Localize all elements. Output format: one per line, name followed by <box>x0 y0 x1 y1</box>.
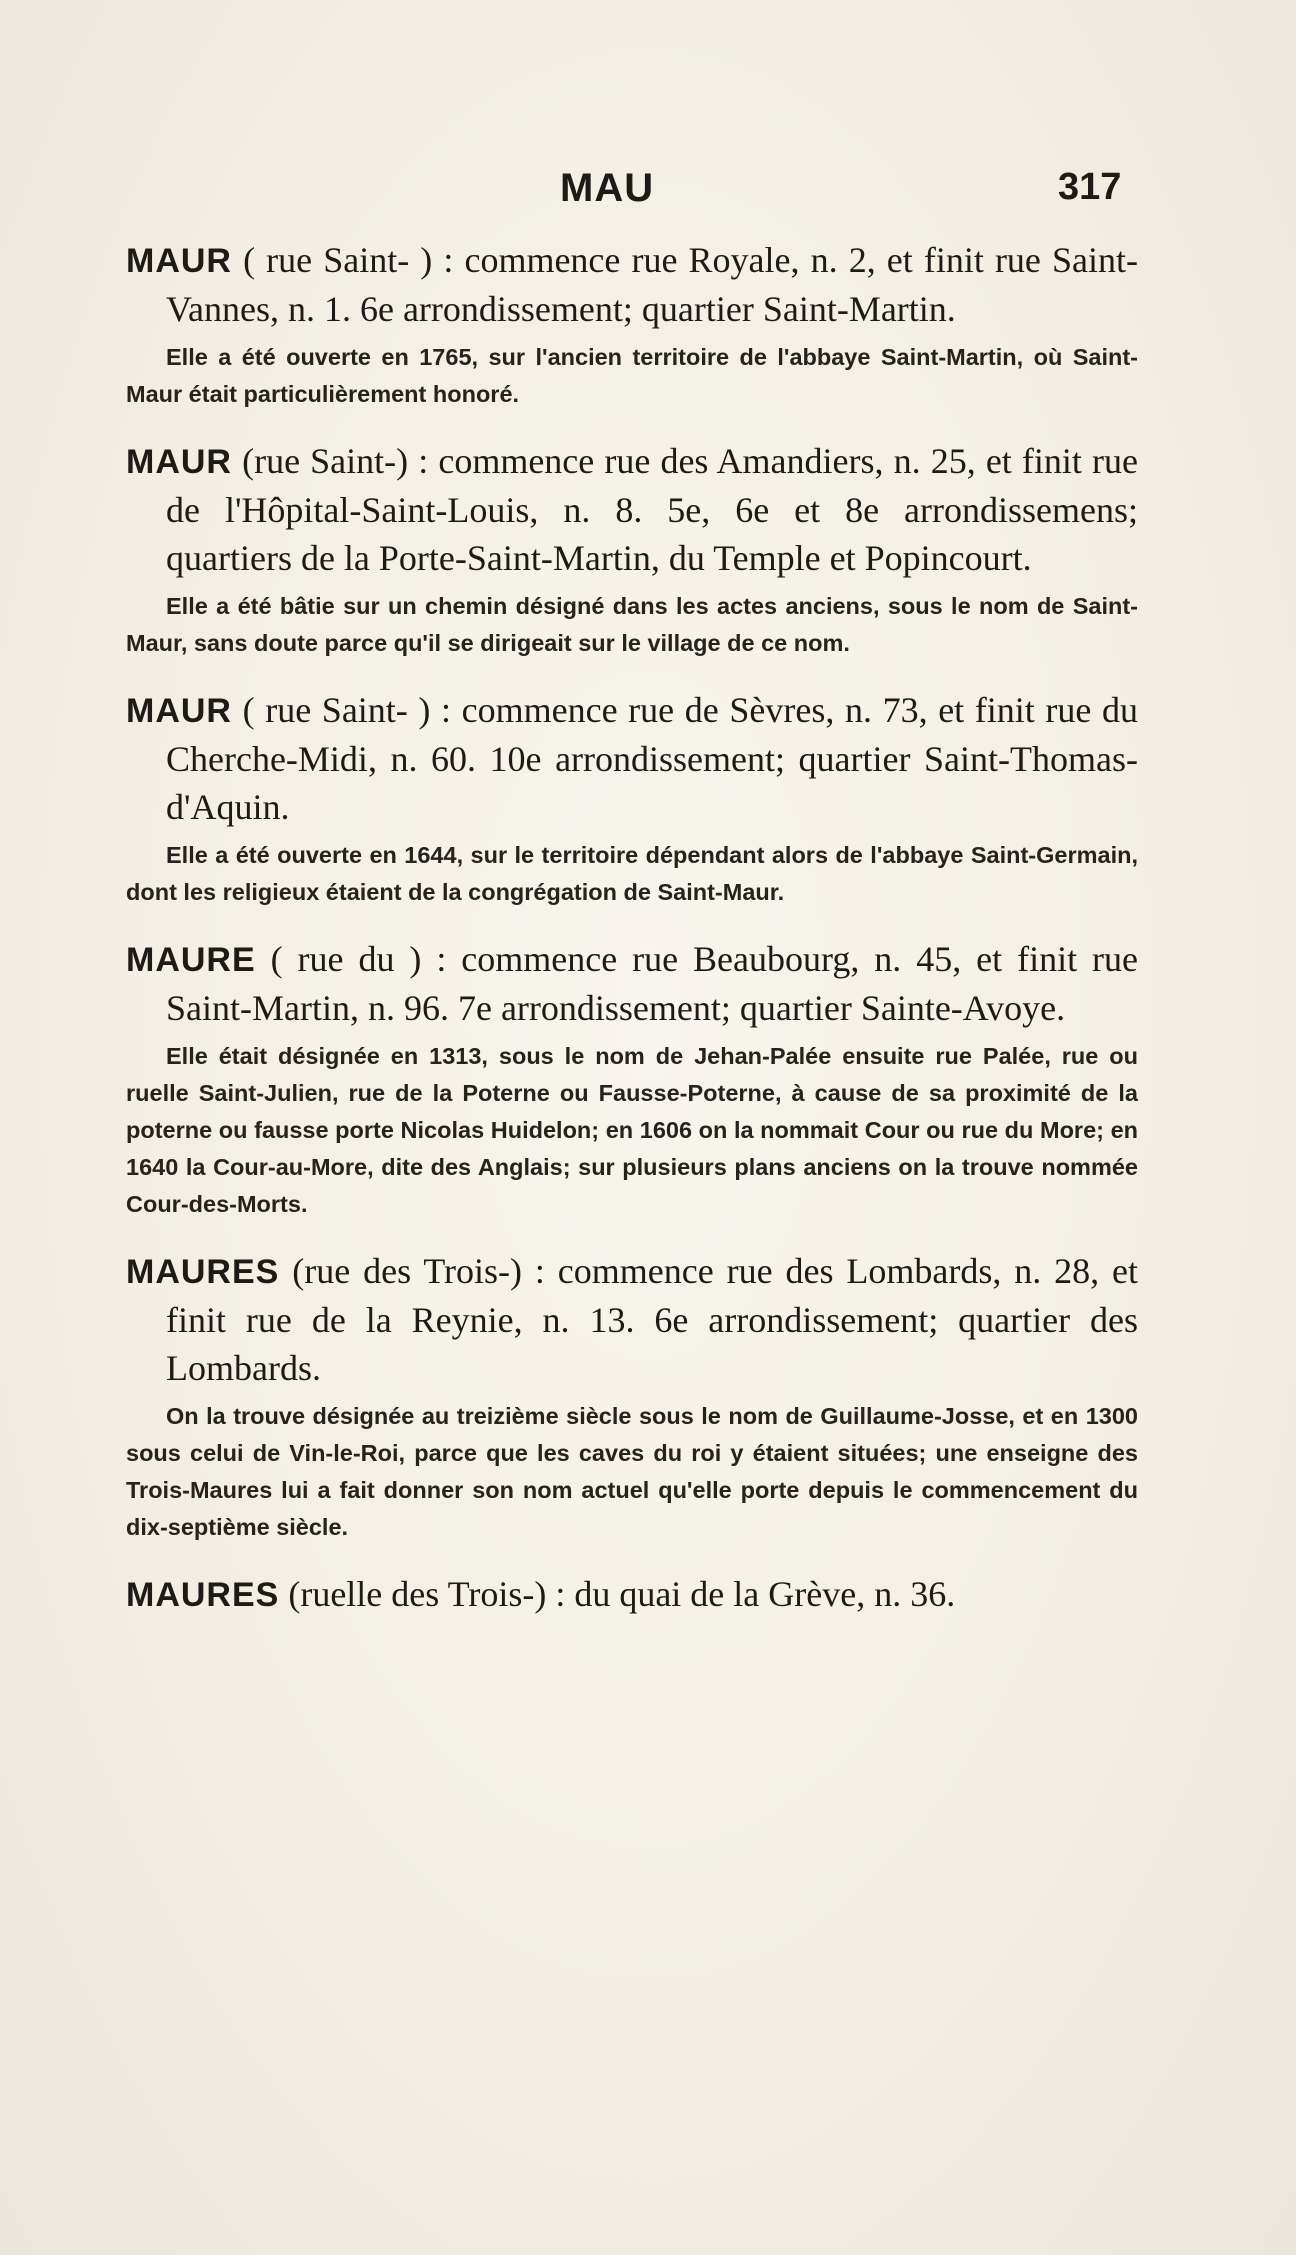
entry-note: On la trouve désignée au treizième siècle sous le nom de Guillaume-Josse, et en 1300 sous celui de Vin-le-Roi, parce que les caves du roi y étaient situées; une enseigne des Trois-Maures lui a fait donner son nom actuel qu'elle porte depuis le commencement du dix-septième siècle. <box>126 1403 1138 1540</box>
entry-name: MAUR <box>126 692 232 730</box>
entry-5 <box>126 1247 1138 1546</box>
entry-description: (ruelle des Trois-) : du quai de la Grève, n. 36. <box>279 1574 956 1614</box>
running-head <box>0 166 1296 216</box>
entry-name: MAUR <box>126 242 232 280</box>
entry-description: ( rue du ) : commence rue Beaubourg, n. 45, et finit rue Saint-Martin, n. 96. 7e arrondissement; quartier Sainte-Avoye. <box>166 939 1138 1028</box>
entry-note: Elle était désignée en 1313, sous le nom de Jehan-Palée ensuite rue Palée, rue ou ruelle Saint-Julien, rue de la Poterne ou Fausse-Poterne, à cause de sa proximité de la poterne ou fausse porte Nicolas Huidelon; en 1606 on la nommait Cour ou rue du More; en 1640 la Cour-au-More, dite des Anglais; sur plusieurs plans anciens on la trouve nommée Cour-des-Morts. <box>126 1043 1138 1217</box>
page-number: 317 <box>1058 166 1122 208</box>
entry-6 <box>126 1570 1138 1619</box>
entry-name: MAURES <box>126 1576 280 1614</box>
entry-note: Elle a été ouverte en 1765, sur l'ancien territoire de l'abbaye Saint-Martin, où Saint-Maur était particulièrement honoré. <box>126 344 1138 407</box>
entry-main-text <box>126 437 1138 582</box>
entry-2 <box>126 437 1138 662</box>
entry-main-text <box>126 935 1138 1032</box>
entry-4 <box>126 935 1138 1223</box>
entry-1 <box>126 236 1138 413</box>
dictionary-content <box>126 236 1138 1643</box>
entry-description: (rue Saint-) : commence rue des Amandiers, n. 25, et finit rue de l'Hôpital-Saint-Louis, n. 8. 5e, 6e et 8e arrondissemens; quartiers de la Porte-Saint-Martin, du Temple et Popincourt. <box>166 441 1138 578</box>
entry-name: MAUR <box>126 443 232 481</box>
entry-description: ( rue Saint- ) : commence rue Royale, n. 2, et finit rue Saint-Vannes, n. 1. 6e arrondissement; quartier Saint-Martin. <box>166 240 1138 329</box>
entry-3 <box>126 686 1138 911</box>
entry-description: (rue des Trois-) : commence rue des Lombards, n. 28, et finit rue de la Reynie, n. 13. 6e arrondissement; quartier des Lombards. <box>166 1251 1138 1388</box>
running-head-word: MAU <box>560 166 655 210</box>
entry-name: MAURE <box>126 941 256 979</box>
entry-main-text <box>126 1570 1138 1619</box>
entry-note: Elle a été bâtie sur un chemin désigné dans les actes anciens, sous le nom de Saint-Maur, sans doute parce qu'il se dirigeait sur le village de ce nom. <box>126 593 1138 656</box>
entry-note: Elle a été ouverte en 1644, sur le territoire dépendant alors de l'abbaye Saint-Germain, dont les religieux étaient de la congrégation de Saint-Maur. <box>126 842 1138 905</box>
entry-description: ( rue Saint- ) : commence rue de Sèvres, n. 73, et finit rue du Cherche-Midi, n. 60. 10e arrondissement; quartier Saint-Thomas-d'Aquin. <box>166 690 1138 827</box>
entry-main-text <box>126 686 1138 831</box>
entry-main-text <box>126 1247 1138 1392</box>
entry-main-text <box>126 236 1138 333</box>
entry-name: MAURES <box>126 1253 280 1291</box>
